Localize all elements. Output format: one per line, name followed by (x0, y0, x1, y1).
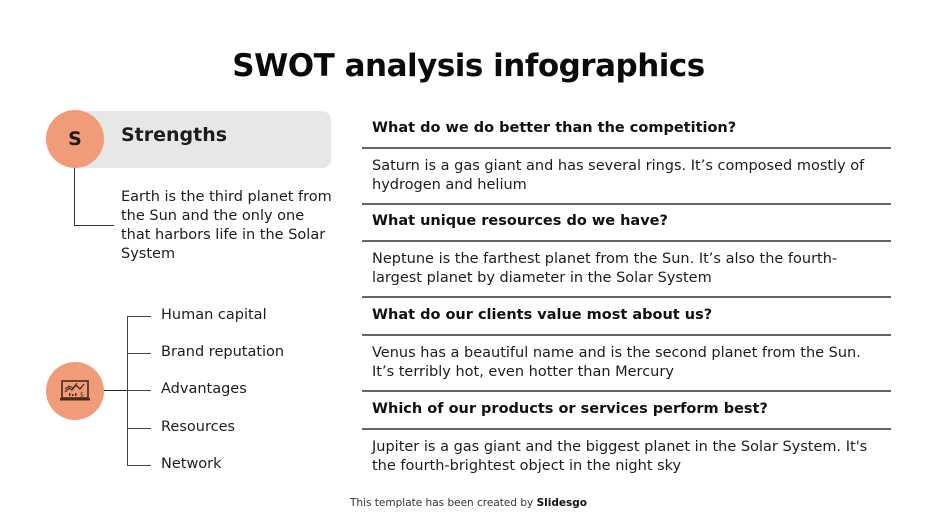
connector-line (74, 168, 75, 225)
strengths-label: Strengths (121, 124, 228, 146)
answer: Jupiter is a gas giant and the biggest planet in the Solar System. It's the fourth-brightest object in the night sky (372, 439, 868, 474)
tree-item: Network (161, 456, 222, 472)
divider (362, 428, 891, 430)
question: What do our clients value most about us? (372, 307, 713, 323)
divider (362, 147, 891, 149)
tree-item: Advantages (161, 381, 247, 397)
tree-item: Resources (161, 419, 236, 435)
divider (362, 203, 891, 205)
tree-branch-line (127, 316, 151, 317)
answer: Neptune is the farthest planet from the Sun. It’s also the fourth-largest planet by diameter in the Solar System (372, 251, 838, 286)
tree-item: Brand reputation (161, 344, 285, 360)
page-title: SWOT analysis infographics (232, 48, 705, 84)
divider (362, 390, 891, 392)
connector-line (74, 225, 114, 226)
footer-brand: Slidesgo (536, 497, 587, 509)
strengths-description: Earth is the third planet from the Sun and the only one that harbors life in the Solar System (121, 189, 332, 262)
divider (362, 334, 891, 336)
strengths-letter-badge: S (46, 110, 104, 168)
answer: Venus has a beautiful name and is the second planet from the Sun. It’s terribly hot, even hotter than Mercury (372, 345, 861, 380)
laptop-chart-icon-badge (46, 362, 104, 420)
answer: Saturn is a gas giant and has several rings. It’s composed mostly of hydrogen and helium (372, 158, 865, 193)
divider (362, 296, 891, 298)
tree-item: Human capital (161, 307, 267, 323)
tree-trunk-line (127, 316, 128, 466)
svg-text:$: $ (80, 391, 84, 399)
divider (362, 240, 891, 242)
tree-branch-line (127, 428, 151, 429)
connector-line (104, 390, 128, 391)
tree-branch-line (127, 353, 151, 354)
footer-text: This template has been created by (350, 497, 537, 509)
footer-credit (0, 497, 937, 509)
question: Which of our products or services perform best? (372, 401, 768, 417)
question: What do we do better than the competition? (372, 120, 737, 136)
tree-branch-line (127, 390, 151, 391)
laptop-chart-icon (59, 379, 91, 403)
tree-branch-line (127, 465, 151, 466)
question: What unique resources do we have? (372, 213, 668, 229)
